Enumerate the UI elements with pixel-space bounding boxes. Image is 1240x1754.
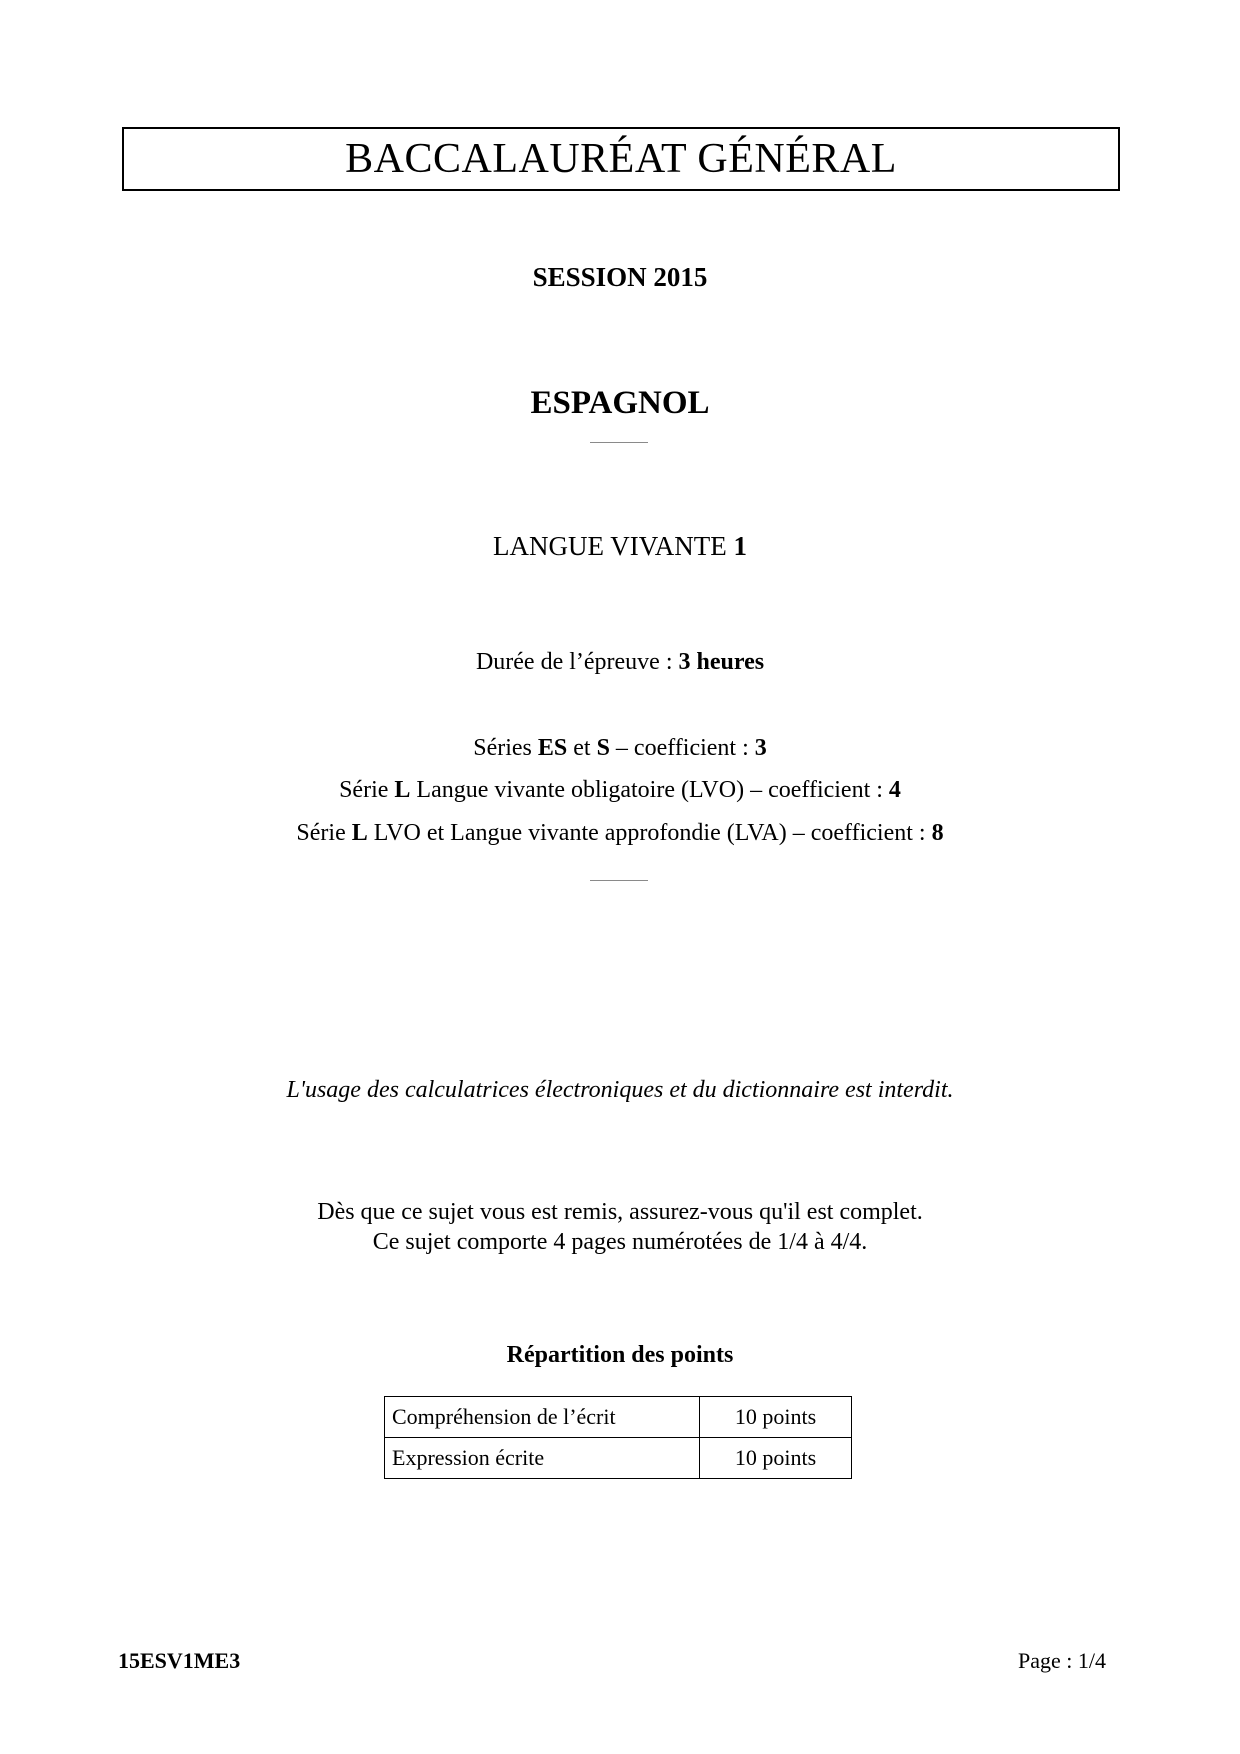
table-row	[385, 1438, 852, 1479]
table-cell-value: 10 points	[700, 1397, 852, 1438]
session-label: SESSION 2015	[532, 262, 708, 292]
exam-title: BACCALAURÉAT GÉNÉRAL	[345, 136, 897, 182]
langue-vivante: LANGUE VIVANTE 1	[493, 531, 747, 561]
calculator-notice: L'usage des calculatrices électroniques et du dictionnaire est interdit.	[286, 1077, 954, 1103]
table-cell-value: 10 points	[700, 1438, 852, 1479]
completeness-notice: Dès que ce sujet vous est remis, assurez-vous qu'il est complet.	[317, 1199, 923, 1225]
exam-title-box	[122, 127, 1120, 191]
divider-rule	[590, 880, 648, 881]
subject-title: ESPAGNOL	[530, 385, 710, 421]
table-row	[385, 1397, 852, 1438]
points-table-title: Répartition des points	[506, 1342, 734, 1368]
divider-rule	[590, 442, 648, 443]
series-line-es-s: Séries ES et S – coefficient : 3	[473, 735, 767, 761]
exam-duration: Durée de l’épreuve : 3 heures	[475, 649, 765, 675]
table-cell-label: Expression écrite	[385, 1438, 700, 1479]
points-table	[384, 1396, 852, 1479]
series-line-l-lvo: Série L Langue vivante obligatoire (LVO) – coefficient : 4	[339, 777, 901, 803]
page-count-notice: Ce sujet comporte 4 pages numérotées de 1/4 à 4/4.	[372, 1229, 868, 1255]
page-number: Page : 1/4	[1018, 1648, 1106, 1673]
series-line-l-lva: Série L LVO et Langue vivante approfondie (LVA) – coefficient : 8	[296, 820, 944, 846]
table-cell-label: Compréhension de l’écrit	[385, 1397, 700, 1438]
subject-code: 15ESV1ME3	[118, 1648, 241, 1673]
